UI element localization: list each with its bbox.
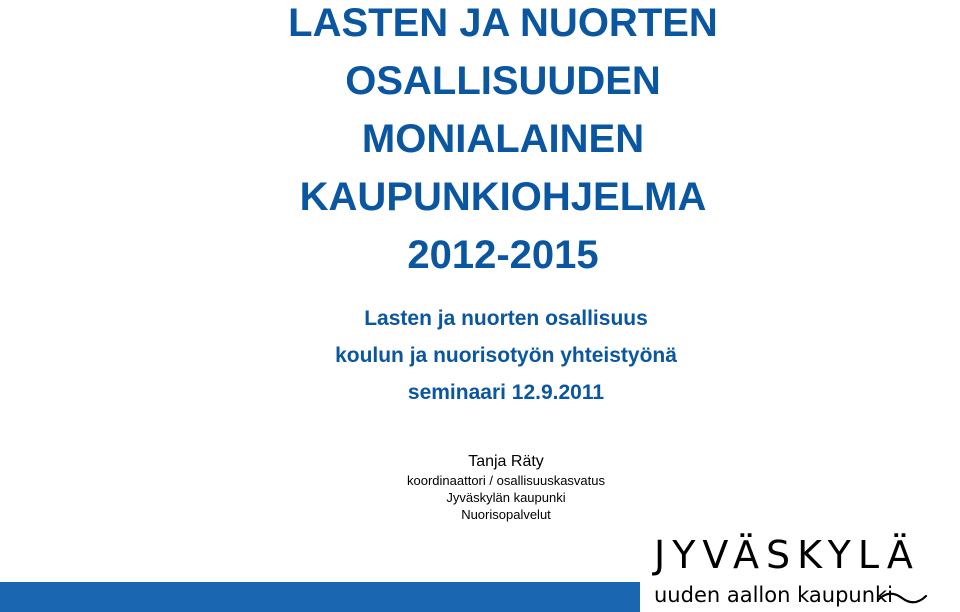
jyvaskyla-logo (640, 530, 960, 612)
title-line-1: LASTEN JA NUORTEN (288, 1, 718, 45)
author-role: koordinaattori / osallisuuskasvatus (407, 473, 605, 488)
title-line-2: OSALLISUUDEN (345, 59, 661, 103)
author-department: Nuorisopalvelut (461, 507, 551, 522)
subtitle-line-1: Lasten ja nuorten osallisuus (364, 307, 648, 330)
author-name: Tanja Räty (468, 453, 544, 470)
subtitle-line-2: koulun ja nuorisotyön yhteistyönä (335, 344, 677, 367)
logo-slogan: uuden aallon kaupunki (654, 583, 894, 607)
subtitle-line-3: seminaari 12.9.2011 (407, 381, 605, 404)
title-line-3: MONIALAINEN (361, 117, 645, 161)
title-line-5: 2012-2015 (407, 233, 599, 277)
author-block (0, 451, 960, 523)
author-organization: Jyväskylän kaupunki (446, 490, 566, 505)
slide-subtitle (0, 300, 960, 411)
title-line-4: KAUPUNKIOHJELMA (299, 175, 707, 219)
logo-wordmark: JYVÄSKYLÄ (654, 533, 920, 577)
slide-title (0, 0, 960, 284)
wave-icon (876, 590, 928, 606)
